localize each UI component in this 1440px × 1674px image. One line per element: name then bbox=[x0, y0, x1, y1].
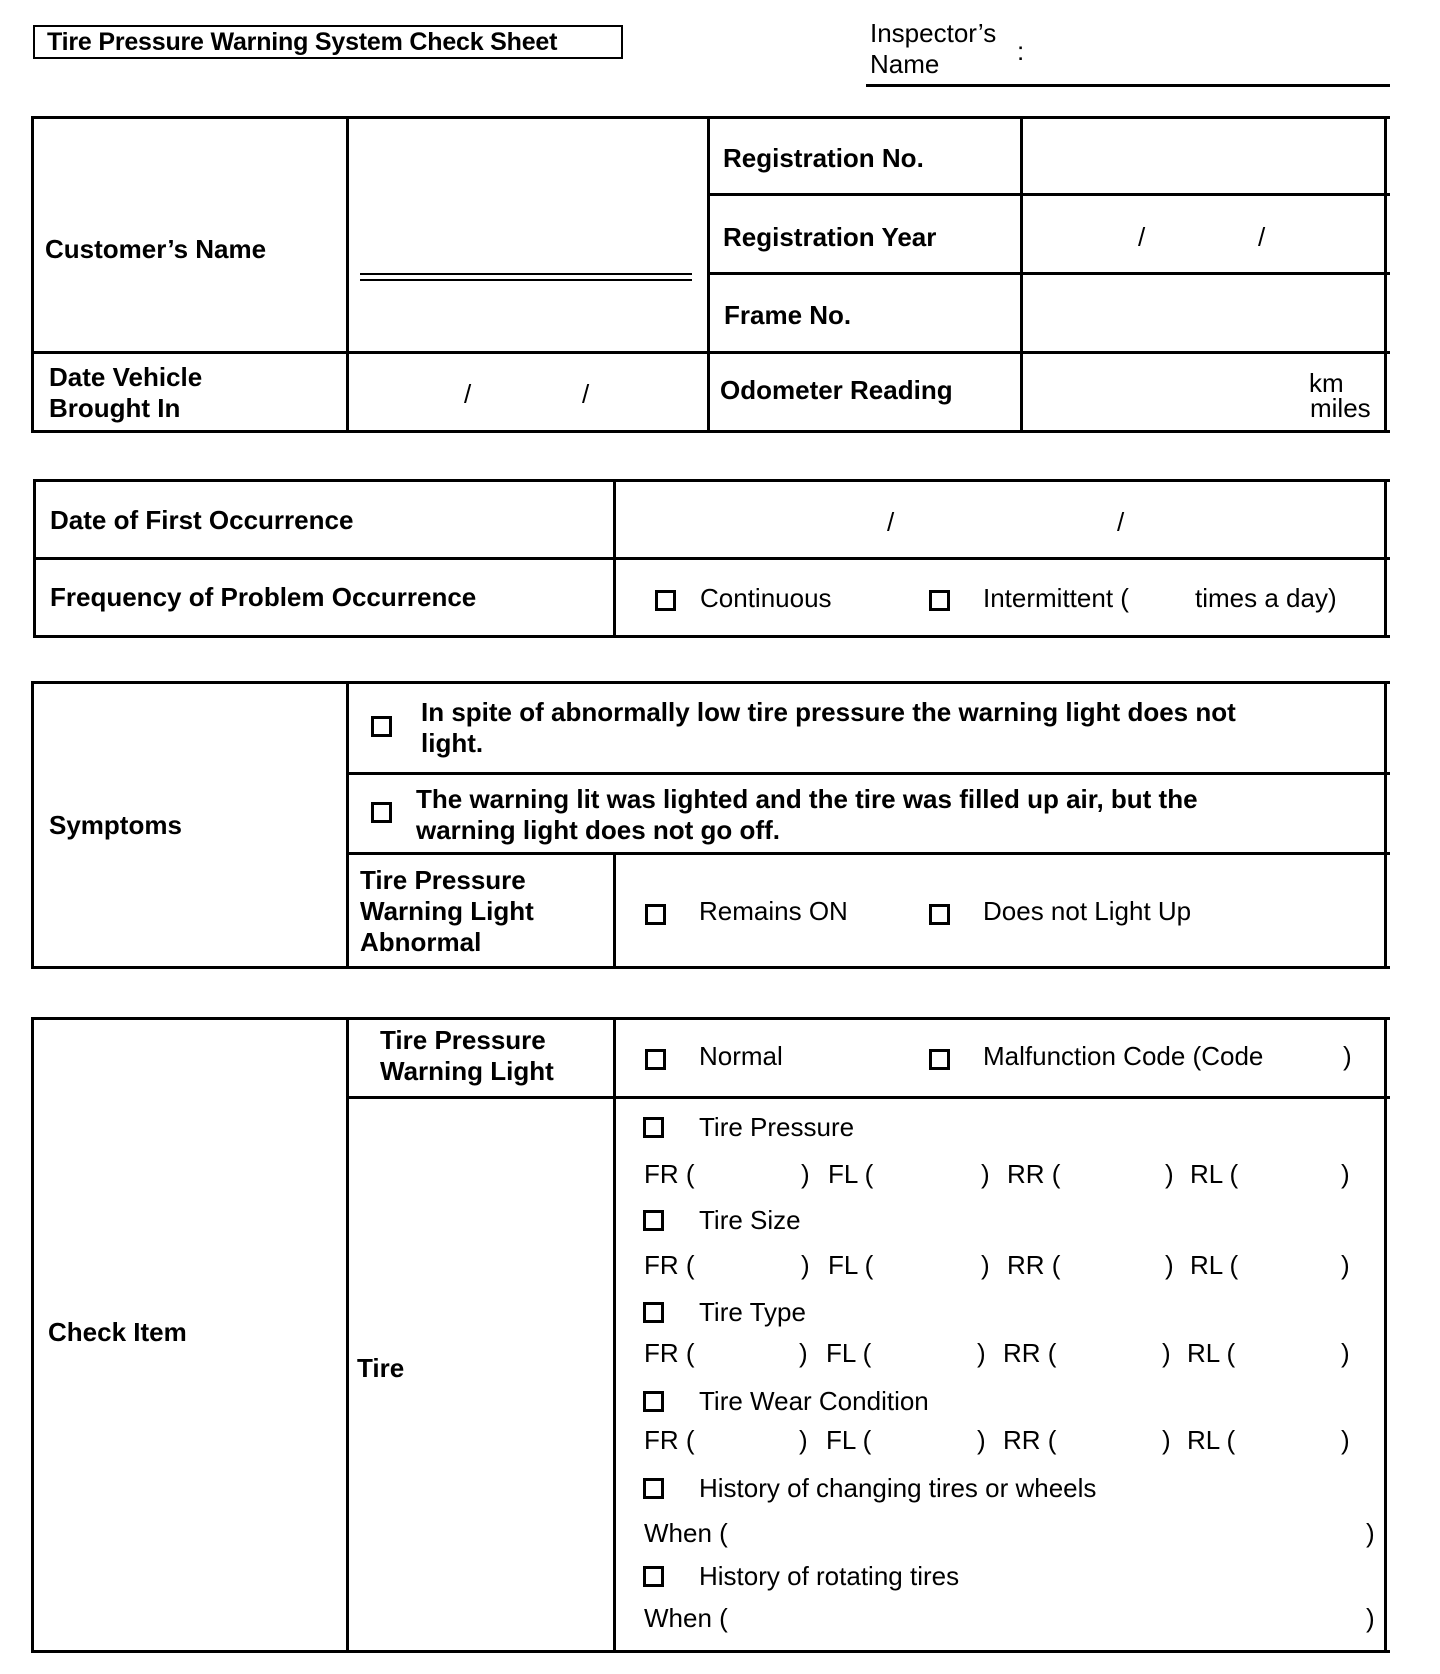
rl-field: RL ( bbox=[1187, 1425, 1236, 1455]
fr-field: FR ( bbox=[644, 1159, 695, 1189]
symptom-no-light-checkbox[interactable] bbox=[371, 716, 392, 737]
inspector-name-field[interactable] bbox=[866, 84, 1390, 87]
history-changing-checkbox[interactable] bbox=[643, 1478, 664, 1499]
frequency-label: Frequency of Problem Occurrence bbox=[50, 582, 477, 612]
date-brought-in-label-2: Brought In bbox=[49, 393, 181, 423]
date-slash: / bbox=[1138, 222, 1146, 252]
fl-field: FL ( bbox=[828, 1159, 874, 1189]
history-rotating-checkbox[interactable] bbox=[643, 1566, 664, 1587]
rr-field: RR ( bbox=[1003, 1338, 1057, 1368]
fr-field: FR ( bbox=[644, 1425, 695, 1455]
date-slash: / bbox=[464, 379, 472, 409]
close-paren: ) bbox=[977, 1425, 986, 1455]
continuous-label: Continuous bbox=[700, 583, 832, 613]
close-paren: ) bbox=[1366, 1603, 1375, 1633]
close-paren: ) bbox=[1162, 1425, 1171, 1455]
fl-field: FL ( bbox=[826, 1338, 872, 1368]
check-warning-light-label-1: Tire Pressure bbox=[380, 1025, 546, 1055]
malfunction-code-label: Malfunction Code (Code bbox=[983, 1041, 1264, 1071]
when-field: When ( bbox=[644, 1603, 728, 1633]
tire-type-label: Tire Type bbox=[699, 1297, 806, 1327]
remains-on-checkbox[interactable] bbox=[645, 904, 666, 925]
date-slash: / bbox=[1117, 507, 1125, 537]
date-slash: / bbox=[1258, 222, 1266, 252]
close-paren: ) bbox=[799, 1338, 808, 1368]
warning-abnormal-label-1: Tire Pressure bbox=[360, 865, 526, 895]
close-paren: ) bbox=[1341, 1425, 1350, 1455]
inspector-name-label bbox=[870, 18, 996, 80]
date-brought-in-label-1: Date Vehicle bbox=[49, 362, 203, 392]
close-paren: ) bbox=[981, 1250, 990, 1280]
tire-size-label: Tire Size bbox=[699, 1205, 801, 1235]
km-unit: km bbox=[1309, 368, 1344, 398]
close-paren: ) bbox=[801, 1159, 810, 1189]
close-paren: ) bbox=[977, 1338, 986, 1368]
not-light-up-label: Does not Light Up bbox=[983, 896, 1192, 926]
continuous-checkbox[interactable] bbox=[655, 590, 676, 611]
symptom-2-line1: The warning lit was lighted and the tire was filled up air, but the bbox=[416, 784, 1198, 814]
normal-label: Normal bbox=[699, 1041, 783, 1071]
symptom-no-off-checkbox[interactable] bbox=[371, 802, 392, 823]
remains-on-label: Remains ON bbox=[699, 896, 848, 926]
tire-label: Tire bbox=[357, 1353, 405, 1383]
fr-field: FR ( bbox=[644, 1338, 695, 1368]
odometer-label: Odometer Reading bbox=[720, 375, 953, 405]
rr-field: RR ( bbox=[1003, 1425, 1057, 1455]
symptom-1-line2: light. bbox=[421, 728, 484, 758]
inspector-colon: : bbox=[1017, 36, 1025, 66]
intermittent-label: Intermittent ( bbox=[983, 583, 1129, 613]
close-paren: ) bbox=[1341, 1159, 1350, 1189]
first-occurrence-label: Date of First Occurrence bbox=[50, 505, 354, 535]
fl-field: FL ( bbox=[828, 1250, 874, 1280]
tire-wear-checkbox[interactable] bbox=[643, 1391, 664, 1412]
tire-wear-label: Tire Wear Condition bbox=[699, 1386, 929, 1416]
check-warning-light-label-2: Warning Light bbox=[380, 1056, 554, 1086]
close-paren: ) bbox=[1341, 1250, 1350, 1280]
page-title: Tire Pressure Warning System Check Sheet bbox=[33, 25, 623, 59]
rr-field: RR ( bbox=[1007, 1250, 1061, 1280]
when-field: When ( bbox=[644, 1518, 728, 1548]
close-paren: ) bbox=[1162, 1338, 1171, 1368]
symptoms-label: Symptoms bbox=[49, 810, 182, 840]
rl-field: RL ( bbox=[1187, 1338, 1236, 1368]
intermittent-checkbox[interactable] bbox=[929, 590, 950, 611]
rl-field: RL ( bbox=[1190, 1250, 1239, 1280]
date-slash: / bbox=[582, 379, 590, 409]
rl-field: RL ( bbox=[1190, 1159, 1239, 1189]
fl-field: FL ( bbox=[826, 1425, 872, 1455]
close-paren: ) bbox=[1165, 1159, 1174, 1189]
customer-name-label: Customer’s Name bbox=[45, 234, 267, 264]
frame-no-label: Frame No. bbox=[724, 300, 852, 330]
times-a-day-label: times a day) bbox=[1195, 583, 1337, 613]
tire-type-checkbox[interactable] bbox=[643, 1302, 664, 1323]
warning-abnormal-label-2: Warning Light bbox=[360, 896, 534, 926]
fr-field: FR ( bbox=[644, 1250, 695, 1280]
miles-unit: miles bbox=[1310, 393, 1371, 423]
close-paren: ) bbox=[1165, 1250, 1174, 1280]
history-changing-label: History of changing tires or wheels bbox=[699, 1473, 1097, 1503]
warning-abnormal-label-3: Abnormal bbox=[360, 927, 482, 957]
inspector-label-line1: Inspector’s bbox=[870, 18, 997, 48]
symptom-1-line1: In spite of abnormally low tire pressure the warning light does not bbox=[421, 697, 1236, 727]
tire-pressure-checkbox[interactable] bbox=[643, 1117, 664, 1138]
tire-size-checkbox[interactable] bbox=[643, 1210, 664, 1231]
close-paren: ) bbox=[1366, 1518, 1375, 1548]
registration-no-label: Registration No. bbox=[723, 143, 924, 173]
close-paren: ) bbox=[1343, 1041, 1352, 1071]
close-paren: ) bbox=[801, 1250, 810, 1280]
not-light-up-checkbox[interactable] bbox=[929, 904, 950, 925]
date-slash: / bbox=[887, 507, 895, 537]
tire-pressure-label: Tire Pressure bbox=[699, 1112, 855, 1142]
symptom-2-line2: warning light does not go off. bbox=[416, 815, 780, 845]
close-paren: ) bbox=[1341, 1338, 1350, 1368]
check-item-label: Check Item bbox=[48, 1317, 187, 1347]
close-paren: ) bbox=[799, 1425, 808, 1455]
malfunction-code-checkbox[interactable] bbox=[929, 1049, 950, 1070]
history-rotating-label: History of rotating tires bbox=[699, 1561, 960, 1591]
rr-field: RR ( bbox=[1007, 1159, 1061, 1189]
registration-year-label: Registration Year bbox=[723, 222, 937, 252]
normal-checkbox[interactable] bbox=[645, 1049, 666, 1070]
inspector-label-line2: Name bbox=[870, 49, 940, 79]
close-paren: ) bbox=[981, 1159, 990, 1189]
